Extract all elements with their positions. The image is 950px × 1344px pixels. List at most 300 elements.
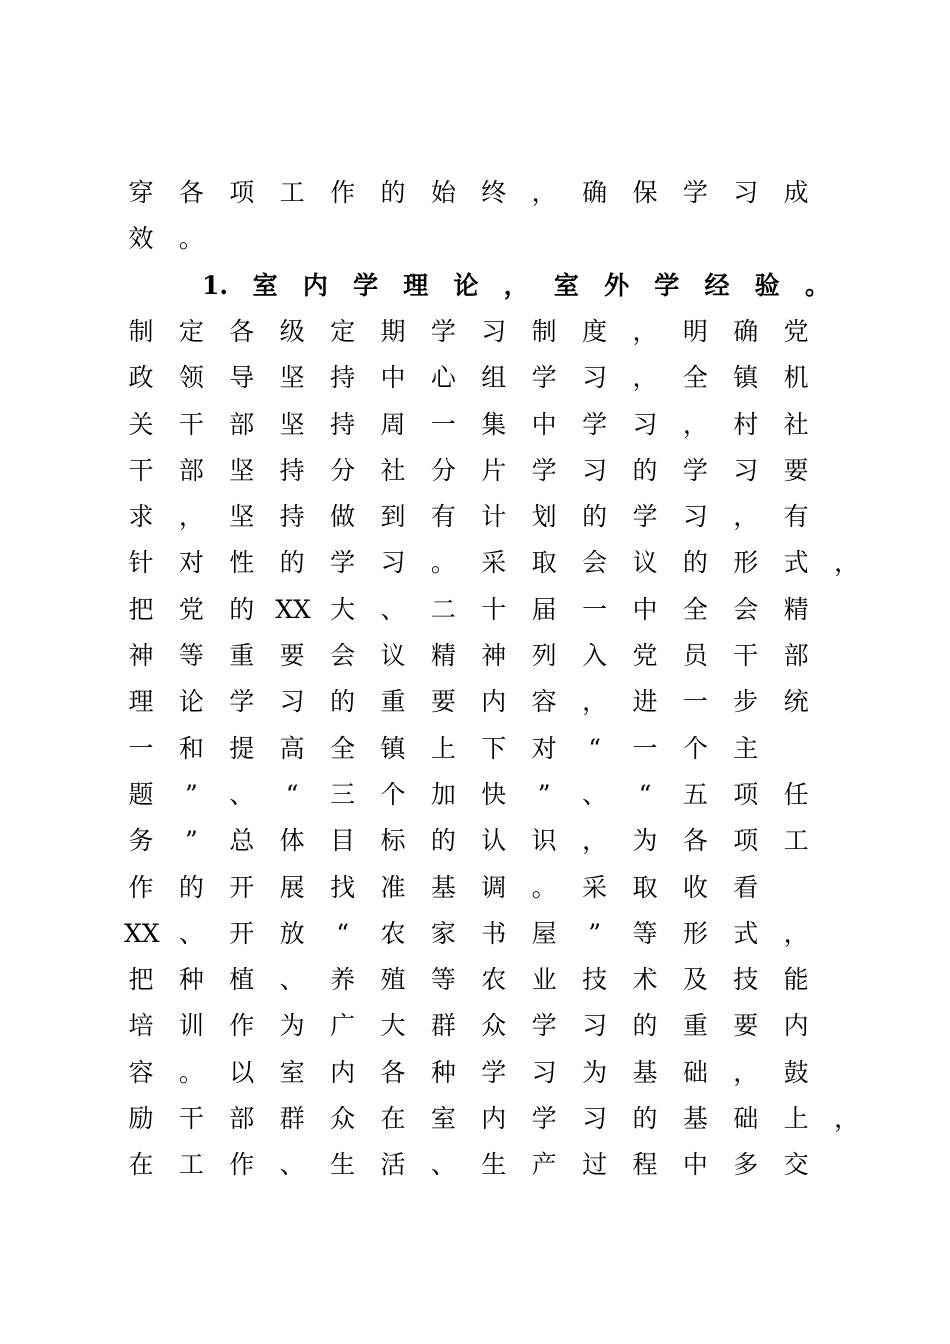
text-char: XX <box>124 918 160 948</box>
text-char: 标 <box>380 826 406 856</box>
text-char: 有 <box>430 502 456 532</box>
text-char: 形 <box>733 548 759 578</box>
text-char: 习 <box>582 455 608 485</box>
text-char: 等 <box>632 918 658 948</box>
text-char: 确 <box>733 316 759 346</box>
text-line <box>0 408 950 454</box>
text-char: 习 <box>380 548 406 578</box>
text-char: 一 <box>430 409 456 439</box>
text-char: 生 <box>481 1150 507 1180</box>
text-char: 学 <box>682 178 708 207</box>
text-char: 的 <box>632 1104 658 1133</box>
text-char: 持 <box>279 455 305 485</box>
text-char: 员 <box>682 641 708 670</box>
text-char: 持 <box>330 409 356 439</box>
text-line <box>0 1009 950 1055</box>
text-char: 。 <box>430 548 456 578</box>
text-char: 产 <box>531 1150 557 1180</box>
text-char: 精 <box>430 641 456 670</box>
text-char: 目 <box>330 826 356 856</box>
text-char: 主 <box>733 733 759 763</box>
text-char: 调 <box>481 872 507 902</box>
text-char: 中 <box>531 409 557 439</box>
text-char: 多 <box>733 1150 759 1180</box>
text-char: 定 <box>330 316 356 346</box>
text-char: 终 <box>481 178 507 207</box>
text-char: 形 <box>682 918 708 948</box>
text-char: ， <box>178 502 204 532</box>
text-char: 的 <box>229 594 255 624</box>
text-char: ， <box>531 178 557 207</box>
text-char: 、 <box>279 965 305 995</box>
section-heading <box>0 269 950 315</box>
text-char: 基 <box>430 872 456 902</box>
text-char: 农 <box>380 918 406 948</box>
text-char: 内 <box>302 270 328 300</box>
text-char: ， <box>582 687 608 717</box>
text-char: 的 <box>582 502 608 532</box>
text-char: 体 <box>279 826 305 856</box>
text-char: 上 <box>430 733 456 763</box>
text-char: 种 <box>430 1057 456 1087</box>
text-char: 训 <box>178 1011 204 1041</box>
text-char: 展 <box>279 872 305 902</box>
text-char: 三 <box>330 779 356 809</box>
text-char: 习 <box>582 1011 608 1041</box>
text-char: 内 <box>481 687 507 717</box>
text-char: 的 <box>330 687 356 717</box>
text-char: “ <box>588 733 601 763</box>
text-char: 过 <box>582 1150 608 1180</box>
text-char: 广 <box>330 1011 356 1041</box>
text-char: 明 <box>682 316 708 346</box>
text-char: ， <box>682 409 708 439</box>
text-char: 中 <box>380 363 406 393</box>
text-char: 在 <box>380 1104 406 1133</box>
text-line <box>0 871 950 917</box>
text-char: ， <box>783 918 809 948</box>
text-char: 要 <box>279 641 305 670</box>
text-char: 习 <box>632 409 658 439</box>
text-char: 采 <box>481 548 507 578</box>
text-char: 为 <box>582 1057 608 1087</box>
text-char: 全 <box>682 594 708 624</box>
text-char: 室 <box>279 1057 305 1087</box>
text-char: 要 <box>430 687 456 717</box>
text-char: 干 <box>178 1104 204 1133</box>
text-char: 业 <box>531 965 557 995</box>
text-char: 重 <box>380 687 406 717</box>
text-char: 把 <box>128 594 154 624</box>
text-char: 群 <box>430 1011 456 1041</box>
text-char: 内 <box>783 1011 809 1041</box>
text-char: 。 <box>804 270 830 300</box>
text-char: 议 <box>632 548 658 578</box>
text-char: 的 <box>178 872 204 902</box>
text-char: 、 <box>279 1150 305 1180</box>
text-char: 步 <box>733 687 759 717</box>
text-char: 学 <box>229 687 255 717</box>
text-char: 理 <box>403 270 429 300</box>
text-char: 室 <box>252 270 278 300</box>
text-line <box>0 824 950 870</box>
text-char: 届 <box>531 594 557 624</box>
text-char: ” <box>588 918 601 948</box>
text-char: 学 <box>430 316 456 346</box>
text-char: 度 <box>582 316 608 346</box>
text-char: 看 <box>733 872 759 902</box>
text-char: 坚 <box>229 455 255 485</box>
text-char: 镇 <box>380 733 406 763</box>
text-char: 级 <box>279 316 305 346</box>
text-char: 的 <box>632 455 658 485</box>
text-char: 找 <box>330 872 356 902</box>
text-char: 学 <box>654 270 680 300</box>
text-char: 认 <box>481 826 507 856</box>
text-char: 中 <box>682 1150 708 1180</box>
text-char: 程 <box>632 1150 658 1180</box>
text-char: 的 <box>682 548 708 578</box>
text-line <box>0 176 950 222</box>
text-char: 重 <box>682 1011 708 1041</box>
text-char: 对 <box>178 548 204 578</box>
text-char: 学 <box>531 1011 557 1041</box>
text-char: 为 <box>279 1011 305 1041</box>
text-char: 会 <box>582 548 608 578</box>
text-char: 取 <box>531 548 557 578</box>
text-char: 习 <box>531 1057 557 1087</box>
text-char: 做 <box>330 502 356 532</box>
text-char: 部 <box>783 641 809 670</box>
text-char: 各 <box>682 826 708 856</box>
text-char: 坚 <box>279 409 305 439</box>
text-char: 统 <box>783 687 809 717</box>
text-char: 保 <box>632 178 658 207</box>
text-char: 和 <box>178 733 204 763</box>
text-char: 重 <box>229 641 255 670</box>
text-char: 活 <box>380 1150 406 1180</box>
text-char: 务 <box>128 826 154 856</box>
text-char: 针 <box>128 548 154 578</box>
text-char: 的 <box>430 826 456 856</box>
text-char: 养 <box>330 965 356 995</box>
text-char: 集 <box>481 409 507 439</box>
text-char: 政 <box>128 363 154 393</box>
text-char: 采 <box>582 872 608 902</box>
text-char: “ <box>285 779 299 809</box>
text-char: 一 <box>128 733 154 763</box>
text-char: 划 <box>531 502 557 532</box>
text-char: 1. <box>201 270 229 300</box>
text-char: 分 <box>330 455 356 485</box>
text-char: 。 <box>531 872 557 902</box>
text-char: 始 <box>430 178 456 207</box>
text-line <box>0 963 950 1009</box>
text-char: 殖 <box>380 965 406 995</box>
text-char: 能 <box>783 965 809 995</box>
text-char: 作 <box>229 1011 255 1041</box>
text-line <box>0 315 950 361</box>
text-line <box>0 454 950 500</box>
text-char: 大 <box>380 1011 406 1041</box>
text-char: 期 <box>380 316 406 346</box>
text-line <box>0 917 950 963</box>
text-char: 村 <box>733 409 759 439</box>
text-char: 总 <box>229 826 255 856</box>
text-char: 党 <box>178 594 204 624</box>
text-char: 各 <box>178 178 204 207</box>
text-char: 制 <box>128 316 154 346</box>
text-char: 作 <box>229 1150 255 1180</box>
text-char: 项 <box>733 779 759 809</box>
text-char: 外 <box>604 270 630 300</box>
text-char: 的 <box>380 178 406 207</box>
text-line <box>0 361 950 407</box>
text-char: ， <box>632 316 658 346</box>
text-char: 题 <box>128 779 154 809</box>
text-char: 习 <box>733 455 759 485</box>
text-char: 干 <box>733 641 759 670</box>
text-char: 习 <box>279 687 305 717</box>
text-char: 学 <box>582 409 608 439</box>
text-char: 培 <box>128 1011 154 1041</box>
text-char: 下 <box>481 733 507 763</box>
text-char: 加 <box>430 779 456 809</box>
text-char: 片 <box>481 455 507 485</box>
text-char: ， <box>733 502 759 532</box>
text-char: 穿 <box>128 178 154 207</box>
text-char: ， <box>582 826 608 856</box>
text-line <box>0 1102 950 1148</box>
text-char: ， <box>834 1104 860 1133</box>
text-char: 基 <box>632 1057 658 1087</box>
text-char: “ <box>638 779 652 809</box>
text-char: 础 <box>682 1057 708 1087</box>
text-char: 个 <box>380 779 406 809</box>
text-char: 、 <box>430 1150 456 1180</box>
text-char: 个 <box>682 733 708 763</box>
text-char: 内 <box>481 1104 507 1133</box>
text-char: 求 <box>128 502 154 532</box>
text-char: 内 <box>330 1057 356 1087</box>
text-char: 励 <box>128 1104 154 1133</box>
text-char: 制 <box>531 316 557 346</box>
text-char: 的 <box>632 1011 658 1041</box>
text-char: 要 <box>733 1011 759 1041</box>
text-char: 一 <box>632 733 658 763</box>
text-line <box>0 639 950 685</box>
text-line <box>0 222 950 268</box>
text-char: 理 <box>128 687 154 717</box>
text-char: 精 <box>783 594 809 624</box>
text-char: 交 <box>783 1150 809 1180</box>
text-char: 领 <box>178 363 204 393</box>
text-line <box>0 593 950 639</box>
text-char: 学 <box>632 502 658 532</box>
text-char: 。 <box>178 1057 204 1087</box>
text-char: 放 <box>279 918 305 948</box>
text-char: 镇 <box>733 363 759 393</box>
text-char: ， <box>834 548 860 578</box>
text-char: 习 <box>733 178 759 207</box>
text-char: 在 <box>128 1150 154 1180</box>
text-char: 学 <box>531 1104 557 1133</box>
text-char: 关 <box>128 409 154 439</box>
text-char: 确 <box>582 178 608 207</box>
text-char: 书 <box>481 918 507 948</box>
text-char: 工 <box>279 178 305 207</box>
text-char: 等 <box>430 965 456 995</box>
text-char: ” <box>185 779 198 809</box>
text-char: 有 <box>783 502 809 532</box>
text-char: 屋 <box>531 918 557 948</box>
text-char: 础 <box>733 1104 759 1133</box>
text-char: 习 <box>582 363 608 393</box>
text-char: XX <box>275 594 311 624</box>
text-char: 对 <box>531 733 557 763</box>
text-char: 室 <box>430 1104 456 1133</box>
text-char: 。 <box>178 224 204 254</box>
text-char: 以 <box>229 1057 255 1087</box>
text-char: 开 <box>229 918 255 948</box>
text-char: 干 <box>178 409 204 439</box>
text-char: 学 <box>481 1057 507 1087</box>
text-char: 学 <box>531 363 557 393</box>
text-line <box>0 500 950 546</box>
text-char: 全 <box>330 733 356 763</box>
text-char: 列 <box>531 641 557 670</box>
text-char: 鼓 <box>783 1057 809 1087</box>
text-char: 分 <box>430 455 456 485</box>
text-char: 项 <box>229 178 255 207</box>
text-char: 效 <box>128 224 154 254</box>
text-char: 进 <box>632 687 658 717</box>
text-char: 、 <box>178 918 204 948</box>
text-char: 到 <box>380 502 406 532</box>
text-char: 项 <box>733 826 759 856</box>
text-char: 生 <box>330 1150 356 1180</box>
text-char: 学 <box>531 455 557 485</box>
text-char: 开 <box>229 872 255 902</box>
text-char: 党 <box>783 316 809 346</box>
text-char: 式 <box>783 548 809 578</box>
text-char: 神 <box>481 641 507 670</box>
text-char: 持 <box>330 363 356 393</box>
text-char: 入 <box>582 641 608 670</box>
text-char: 为 <box>632 826 658 856</box>
text-char: 工 <box>178 1150 204 1180</box>
text-char: ， <box>503 270 529 300</box>
text-char: 机 <box>783 363 809 393</box>
text-char: 论 <box>453 270 479 300</box>
text-char: 各 <box>229 316 255 346</box>
text-char: 收 <box>682 872 708 902</box>
text-char: 部 <box>229 1104 255 1133</box>
text-char: 性 <box>229 548 255 578</box>
text-char: 把 <box>128 965 154 995</box>
text-char: 坚 <box>229 502 255 532</box>
text-char: 作 <box>330 178 356 207</box>
text-line <box>0 732 950 778</box>
text-char: 式 <box>733 918 759 948</box>
text-char: 任 <box>783 779 809 809</box>
text-char: 大 <box>330 594 356 624</box>
text-char: 农 <box>481 965 507 995</box>
text-char: 神 <box>128 641 154 670</box>
text-char: 、 <box>229 779 255 809</box>
text-char: 学 <box>353 270 379 300</box>
text-char: 部 <box>229 409 255 439</box>
text-char: 识 <box>531 826 557 856</box>
text-char: 心 <box>430 363 456 393</box>
text-char: 植 <box>229 965 255 995</box>
text-char: 党 <box>632 641 658 670</box>
text-char: ， <box>733 1057 759 1087</box>
text-char: 上 <box>783 1104 809 1133</box>
text-char: 十 <box>481 594 507 624</box>
text-char: “ <box>336 918 349 948</box>
text-char: 一 <box>582 594 608 624</box>
text-char: 准 <box>380 872 406 902</box>
text-char: 习 <box>682 502 708 532</box>
text-char: 社 <box>380 455 406 485</box>
text-char: 种 <box>178 965 204 995</box>
text-char: 技 <box>582 965 608 995</box>
text-char: 会 <box>733 594 759 624</box>
text-line <box>0 778 950 824</box>
text-line <box>0 546 950 592</box>
text-char: 坚 <box>279 363 305 393</box>
text-char: 习 <box>582 1104 608 1133</box>
text-char: 论 <box>178 687 204 717</box>
text-char: 等 <box>178 641 204 670</box>
text-char: 学 <box>682 455 708 485</box>
text-char: 定 <box>178 316 204 346</box>
text-char: 五 <box>682 779 708 809</box>
text-char: 快 <box>481 779 507 809</box>
text-line <box>0 685 950 731</box>
text-char: 提 <box>229 733 255 763</box>
text-char: 群 <box>279 1104 305 1133</box>
text-char: 技 <box>733 965 759 995</box>
text-char: 术 <box>632 965 658 995</box>
text-char: 二 <box>430 594 456 624</box>
text-char: 干 <box>128 455 154 485</box>
text-char: 工 <box>783 826 809 856</box>
text-char: 众 <box>481 1011 507 1041</box>
text-char: 计 <box>481 502 507 532</box>
text-char: 基 <box>682 1104 708 1133</box>
text-char: 要 <box>783 455 809 485</box>
text-char: 导 <box>229 363 255 393</box>
text-char: 社 <box>783 409 809 439</box>
text-char: 各 <box>380 1057 406 1087</box>
text-char: 、 <box>582 779 608 809</box>
text-char: 习 <box>481 316 507 346</box>
text-char: 组 <box>481 363 507 393</box>
text-char: ” <box>537 779 551 809</box>
text-char: 部 <box>178 455 204 485</box>
text-char: 验 <box>754 270 780 300</box>
text-char: ” <box>185 826 198 856</box>
text-char: 经 <box>704 270 730 300</box>
text-char: 会 <box>330 641 356 670</box>
text-char: ， <box>632 363 658 393</box>
text-char: 、 <box>380 594 406 624</box>
text-char: 全 <box>682 363 708 393</box>
text-char: 取 <box>632 872 658 902</box>
text-char: 持 <box>279 502 305 532</box>
